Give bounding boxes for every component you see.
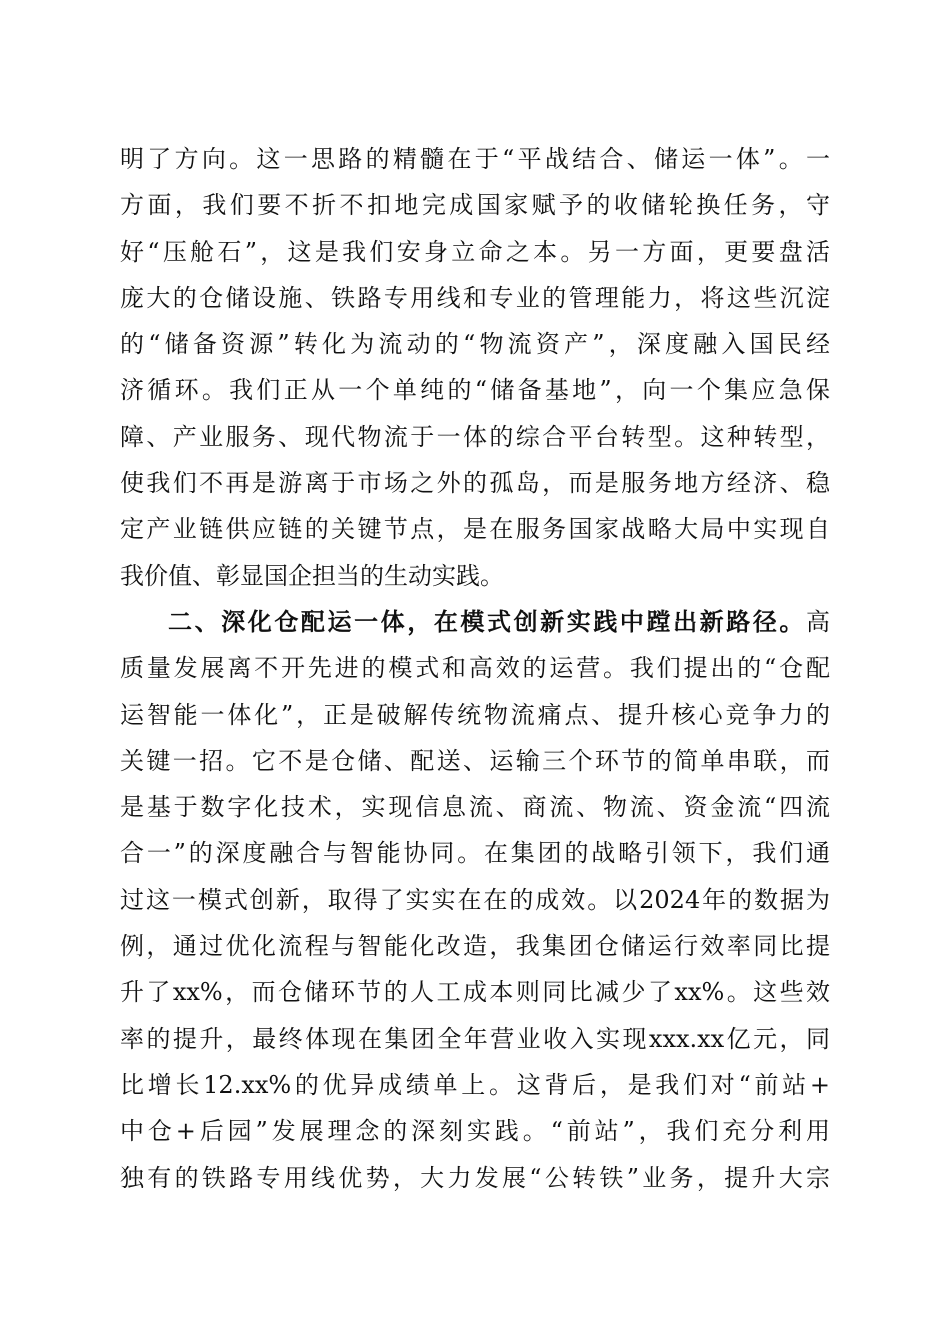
paragraph-2-line-9: 升了xx%，而仓储环节的人工成本则同比减少了xx%。这些效	[120, 978, 830, 1007]
paragraph-2-line-11: 比增长12.xx%的优异成绩单上。这背后，是我们对“前站+	[120, 1070, 830, 1099]
paragraph-2-line-2: 质量发展离不开先进的模式和高效的运营。我们提出的“仓配	[120, 654, 830, 683]
document-body	[120, 136, 830, 1201]
paragraph-2-line-10: 率的提升，最终体现在集团全年营业收入实现xxx.xx亿元，同	[120, 1024, 830, 1053]
paragraph-2-line-13: 独有的铁路专用线优势，大力发展“公转铁”业务，提升大宗	[120, 1163, 830, 1192]
paragraph-2-line-4: 关键一招。它不是仓储、配送、运输三个环节的简单串联，而	[120, 746, 830, 775]
paragraph-2-line-5: 是基于数字化技术，实现信息流、商流、物流、资金流“四流	[120, 793, 830, 822]
section-heading: 二、深化仓配运一体，在模式创新实践中蹚出新路径。	[168, 606, 806, 636]
paragraph-1-line-8: 使我们不再是游离于市场之外的孤岛，而是服务地方经济、稳	[120, 469, 830, 498]
paragraph-1-line-6: 济循环。我们正从一个单纯的“储备基地”，向一个集应急保	[120, 376, 830, 405]
paragraph-1-line-7: 障、产业服务、现代物流于一体的综合平台转型。这种转型，	[120, 422, 830, 451]
paragraph-2-first-tail: 高	[806, 607, 830, 636]
paragraph-2-line-8: 例，通过优化流程与智能化改造，我集团仓储运行效率同比提	[120, 932, 830, 961]
paragraph-1-line-5: 的“储备资源”转化为流动的“物流资产”，深度融入国民经	[120, 330, 830, 359]
paragraph-1-line-4: 庞大的仓储设施、铁路专用线和专业的管理能力，将这些沉淀	[120, 283, 830, 312]
paragraph-2-line-12: 中仓+后园”发展理念的深刻实践。“前站”，我们充分利用	[120, 1117, 830, 1146]
paragraph-1-line-1: 明了方向。这一思路的精髓在于“平战结合、储运一体”。一	[120, 145, 830, 173]
paragraph-1-line-9: 定产业链供应链的关键节点，是在服务国家战略大局中实现自	[120, 515, 830, 544]
paragraph-1-line-10: 我价值、彰显国企担当的生动实践。	[120, 561, 504, 590]
paragraph-1-line-2: 方面，我们要不折不扣地完成国家赋予的收储轮换任务，守	[120, 191, 830, 220]
paragraph-1-line-3: 好“压舱石”，这是我们安身立命之本。另一方面，更要盘活	[120, 237, 830, 266]
paragraph-2-line-6: 合一”的深度融合与智能协同。在集团的战略引领下，我们通	[120, 839, 830, 868]
paragraph-2-line-7: 过这一模式创新，取得了实实在在的成效。以2024年的数据为	[120, 885, 830, 914]
paragraph-2-first-line	[120, 599, 830, 645]
paragraph-2-line-3: 运智能一体化”，正是破解传统物流痛点、提升核心竞争力的	[120, 700, 830, 729]
